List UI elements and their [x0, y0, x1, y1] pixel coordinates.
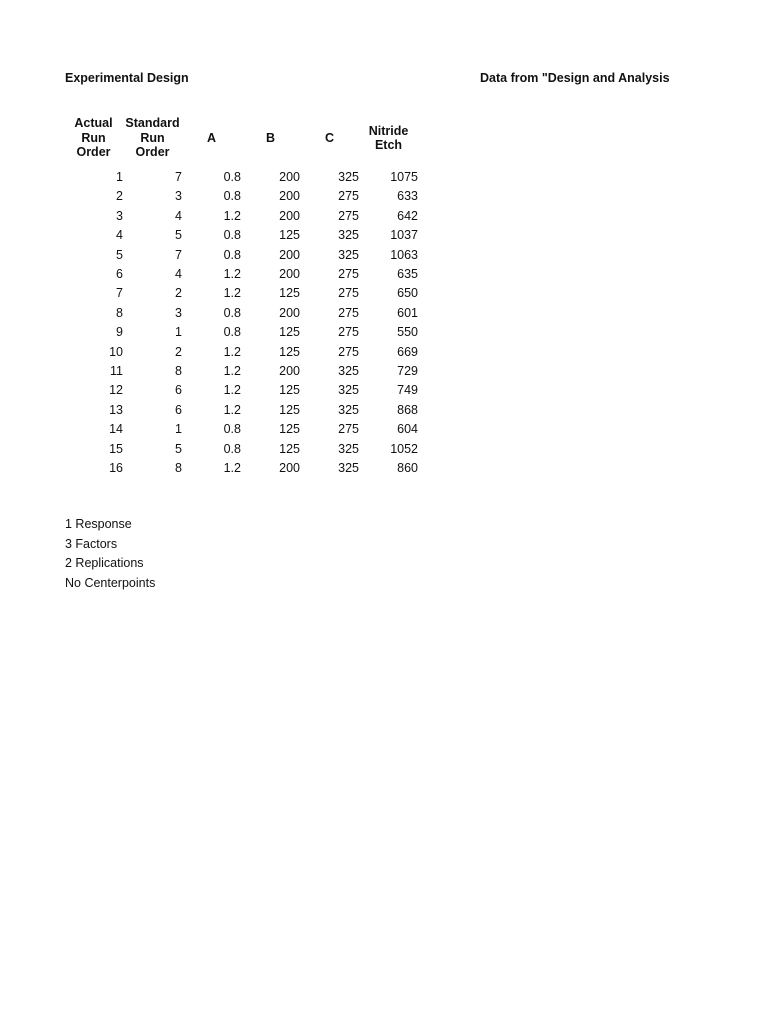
nitride-etch-cell: 633	[397, 189, 418, 204]
factor-b-cell: 125	[279, 228, 300, 243]
factor-a-cell: 1.2	[223, 461, 241, 476]
factor-b-cell: 125	[279, 422, 300, 437]
factor-a-cell: 1.2	[223, 364, 241, 379]
factor-b-cell: 125	[279, 383, 300, 398]
nitride-etch-cell: 1052	[390, 441, 418, 456]
factor-b-cell: 200	[279, 189, 300, 204]
factor-a-cell: 1.2	[223, 286, 241, 301]
standard-run-order-cell: 6	[175, 383, 182, 398]
table-row	[64, 187, 418, 206]
actual-run-order-cell: 6	[116, 267, 123, 282]
nitride-etch-cell: 642	[397, 208, 418, 223]
standard-run-order-cell: 3	[175, 305, 182, 320]
standard-run-order-cell: 6	[175, 402, 182, 417]
factor-b-cell: 200	[279, 247, 300, 262]
table-row	[64, 459, 418, 478]
factor-c-cell: 275	[338, 422, 359, 437]
table-header-row	[64, 114, 418, 162]
table-row	[64, 381, 418, 400]
table-row	[64, 323, 418, 342]
header-line: Nitride	[368, 123, 409, 138]
header-line: Run	[140, 130, 165, 145]
factor-a-header	[182, 114, 241, 162]
standard-run-order-cell: 4	[175, 267, 182, 282]
factor-c-cell: 325	[338, 364, 359, 379]
actual-run-order-cell: 14	[109, 422, 123, 437]
design-table	[64, 114, 418, 479]
actual-run-order-cell: 15	[109, 441, 123, 456]
factor-b-cell: 125	[279, 325, 300, 340]
nitride-etch-cell: 604	[397, 422, 418, 437]
actual-run-order-cell: 12	[109, 383, 123, 398]
factor-b-cell: 200	[279, 461, 300, 476]
nitride-etch-header	[359, 114, 418, 162]
actual-run-order-cell: 10	[109, 344, 123, 359]
actual-run-order-cell: 3	[116, 208, 123, 223]
nitride-etch-cell: 669	[397, 344, 418, 359]
factor-a-cell: 0.8	[223, 228, 241, 243]
table-row	[64, 246, 418, 265]
factor-c-cell: 325	[338, 170, 359, 184]
actual-run-order-cell: 8	[116, 305, 123, 320]
factor-a-cell: 0.8	[223, 325, 241, 340]
actual-run-order-cell: 7	[116, 286, 123, 301]
factor-c-cell: 275	[338, 344, 359, 359]
factor-b-cell: 125	[279, 402, 300, 417]
nitride-etch-cell: 550	[397, 325, 418, 340]
table-row	[64, 265, 418, 284]
factor-c-cell: 325	[338, 402, 359, 417]
table-row	[64, 343, 418, 362]
standard-run-order-cell: 7	[175, 247, 182, 262]
factor-c-cell: 275	[338, 208, 359, 223]
nitride-etch-cell: 635	[397, 267, 418, 282]
factor-c-cell: 325	[338, 383, 359, 398]
factor-a-cell: 1.2	[223, 208, 241, 223]
factor-c-cell: 325	[338, 228, 359, 243]
standard-run-order-cell: 7	[175, 170, 182, 184]
nitride-etch-cell: 1075	[390, 170, 418, 184]
factor-b-cell: 200	[279, 305, 300, 320]
nitride-etch-cell: 729	[397, 364, 418, 379]
factor-a-cell: 1.2	[223, 402, 241, 417]
actual-run-order-cell: 1	[116, 170, 123, 184]
factor-b-header	[241, 114, 300, 162]
data-source-note: Data from "Design and Analysis	[480, 71, 670, 85]
factor-b-cell: 125	[279, 441, 300, 456]
factor-a-cell: 0.8	[223, 170, 241, 184]
sheet-title: Experimental Design	[65, 71, 189, 85]
actual-run-order-cell: 5	[116, 247, 123, 262]
actual-run-order-cell: 4	[116, 228, 123, 243]
standard-run-order-cell: 5	[175, 441, 182, 456]
standard-run-order-cell: 1	[175, 325, 182, 340]
standard-run-order-header	[123, 114, 182, 162]
summary-line: 1 Response	[65, 517, 132, 531]
actual-run-order-cell: 13	[109, 402, 123, 417]
nitride-etch-cell: 601	[397, 305, 418, 320]
header-line: Standard	[125, 116, 180, 131]
table-row	[64, 362, 418, 381]
header-line: Etch	[374, 138, 403, 152]
factor-a-cell: 0.8	[223, 247, 241, 262]
table-row	[64, 420, 418, 439]
nitride-etch-cell: 650	[397, 286, 418, 301]
standard-run-order-cell: 8	[175, 461, 182, 476]
standard-run-order-cell: 2	[175, 344, 182, 359]
factor-a-cell: 0.8	[223, 189, 241, 204]
factor-a-cell: 1.2	[223, 383, 241, 398]
table-row	[64, 304, 418, 323]
factor-b-cell: 125	[279, 286, 300, 301]
factor-c-cell: 275	[338, 286, 359, 301]
factor-b-cell: 200	[279, 267, 300, 282]
factor-b-cell: 200	[279, 208, 300, 223]
header-line: Order	[76, 145, 111, 160]
standard-run-order-cell: 8	[175, 364, 182, 379]
header-line: A	[206, 130, 217, 145]
standard-run-order-cell: 1	[175, 422, 182, 437]
header-line: C	[324, 130, 335, 145]
summary-line: 3 Factors	[65, 536, 118, 551]
factor-b-cell: 200	[279, 170, 300, 184]
standard-run-order-cell: 3	[175, 189, 182, 204]
table-row	[64, 440, 418, 459]
factor-c-cell: 325	[338, 441, 359, 456]
actual-run-order-cell: 9	[116, 325, 123, 340]
factor-c-cell: 275	[338, 189, 359, 204]
factor-c-cell: 275	[338, 325, 359, 340]
table-row	[64, 284, 418, 303]
factor-c-header	[300, 114, 359, 162]
actual-run-order-header	[64, 114, 123, 162]
design-summary	[65, 515, 155, 593]
actual-run-order-cell: 2	[116, 189, 123, 204]
summary-line: No Centerpoints	[65, 575, 156, 590]
factor-a-cell: 0.8	[223, 441, 241, 456]
factor-c-cell: 325	[338, 247, 359, 262]
nitride-etch-cell: 1063	[390, 247, 418, 262]
table-row	[64, 401, 418, 420]
header-line: Order	[135, 145, 170, 160]
table-body	[64, 162, 418, 479]
factor-a-cell: 1.2	[223, 344, 241, 359]
nitride-etch-cell: 1037	[390, 228, 418, 243]
factor-c-cell: 275	[338, 305, 359, 320]
factor-a-cell: 0.8	[223, 422, 241, 437]
factor-a-cell: 0.8	[223, 305, 241, 320]
nitride-etch-cell: 868	[397, 402, 418, 417]
factor-a-cell: 1.2	[223, 267, 241, 282]
summary-line: 2 Replications	[65, 556, 144, 571]
factor-b-cell: 125	[279, 344, 300, 359]
nitride-etch-cell: 860	[397, 461, 418, 476]
table-row	[64, 207, 418, 226]
header-line: Actual	[74, 116, 113, 131]
standard-run-order-cell: 5	[175, 228, 182, 243]
actual-run-order-cell: 16	[109, 461, 123, 476]
standard-run-order-cell: 2	[175, 286, 182, 301]
table-row	[64, 168, 418, 187]
factor-c-cell: 275	[338, 267, 359, 282]
header-line: Run	[81, 130, 106, 145]
factor-c-cell: 325	[338, 461, 359, 476]
factor-b-cell: 200	[279, 364, 300, 379]
header-line: B	[265, 130, 276, 145]
nitride-etch-cell: 749	[397, 383, 418, 398]
table-row	[64, 226, 418, 245]
standard-run-order-cell: 4	[175, 208, 182, 223]
actual-run-order-cell: 11	[110, 364, 123, 379]
